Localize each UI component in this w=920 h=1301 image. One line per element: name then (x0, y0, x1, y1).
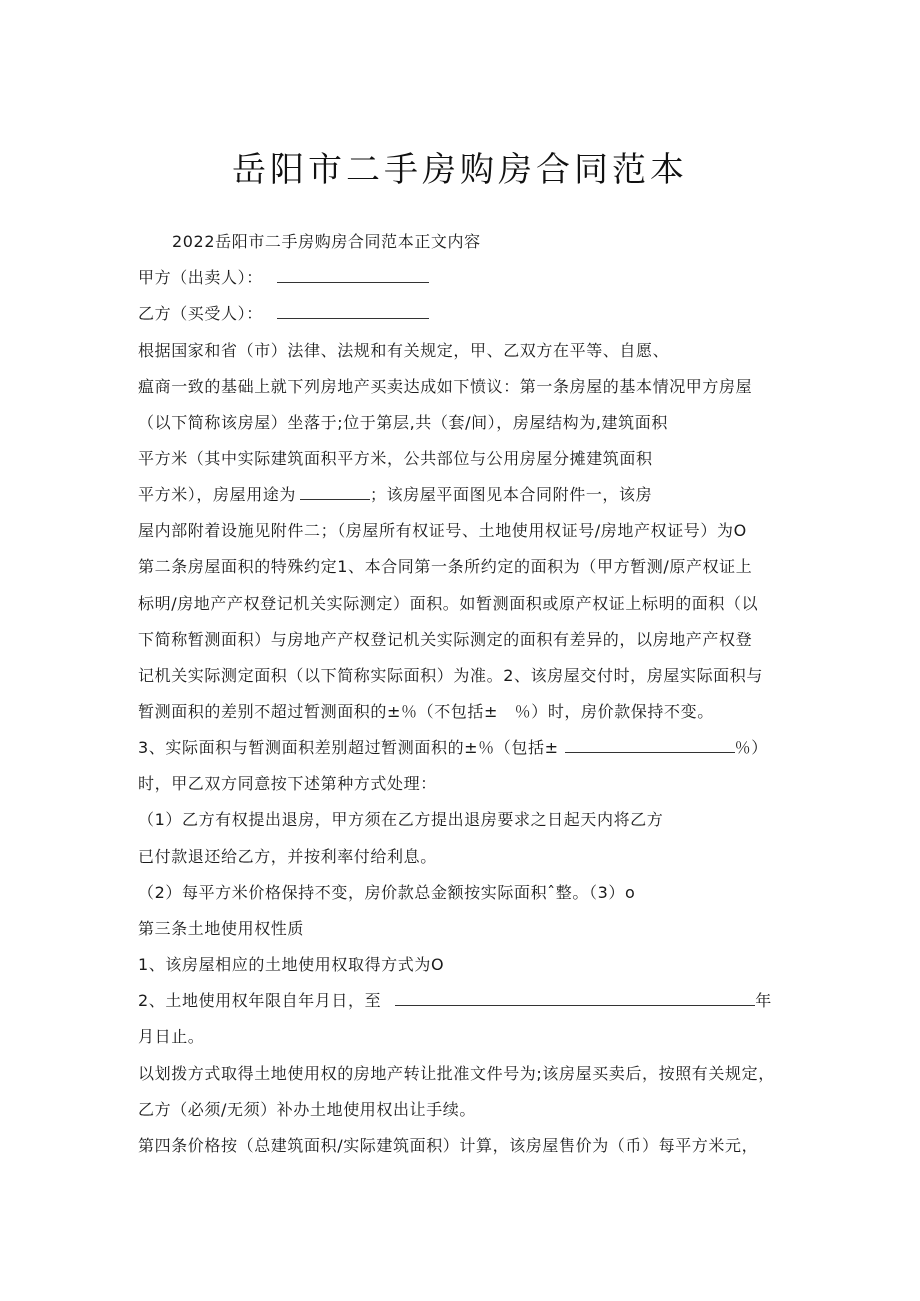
paragraph-line (138, 557, 752, 577)
paragraph-line (138, 630, 752, 650)
line-text: （1）乙方有权提出退房，甲方须在乙方提出退房要求之日起天内将乙方 (138, 810, 664, 829)
fill-in-blank (277, 268, 429, 283)
paragraph-line (138, 1136, 758, 1156)
line-text: ；该房屋平面图见本合同附件一，该房 (370, 485, 653, 504)
line-text: 月日止。 (138, 1027, 205, 1046)
paragraph-line (138, 955, 444, 975)
paragraph-line (138, 1064, 775, 1084)
paragraph-line (138, 738, 768, 758)
line-text: 记机关实际测定面积（以下简称实际面积）为准。2、该房屋交付时，房屋实际面积与 (138, 666, 763, 685)
line-text: 平方米（其中实际建筑面积平方米，公共部位与公用房屋分摊建筑面积 (138, 449, 653, 468)
line-text: 暂测面积的差别不超过暂测面积的±％（不包括± ％）时，房价款保持不变。 (138, 702, 714, 721)
paragraph-line (138, 1027, 204, 1047)
paragraph-line (138, 702, 714, 722)
paragraph-line (138, 594, 758, 614)
paragraph-line (138, 485, 652, 505)
paragraph-line (172, 232, 481, 252)
line-text: 根据国家和省（市）法律、法规和有关规定，甲、乙双方在平等、自愿、 (138, 341, 670, 360)
paragraph-line (138, 991, 772, 1011)
line-text: 乙方（买受人）： (138, 304, 263, 323)
line-text: 屋内部附着设施见附件二；（房屋所有权证号、土地使用权证号/房地产权证号）为O (138, 521, 747, 540)
paragraph-line (138, 304, 429, 324)
fill-in-blank (565, 738, 735, 753)
line-text: 平方米），房屋用途为 (138, 485, 297, 504)
line-text: 标明/房地产产权登记机关实际测定）面积。如暂测面积或原产权证上标明的面积（以 (138, 594, 759, 613)
line-text: （2）每平方米价格保持不变，房价款总金额按实际面积ˆ整。（3）o (138, 883, 636, 902)
document-title: 岳阳市二手房购房合同范本 (232, 150, 688, 190)
paragraph-line (138, 810, 663, 830)
line-text: 第二条房屋面积的特殊约定1、本合同第一条所约定的面积为（甲方暂测/原产权证上 (138, 557, 753, 576)
paragraph-line (138, 666, 763, 686)
line-text: 乙方（必须/无须）补办土地使用权出让手续。 (138, 1100, 476, 1119)
fill-in-blank (277, 304, 429, 319)
line-text: 第三条土地使用权性质 (138, 919, 305, 938)
paragraph-line (138, 847, 437, 867)
line-text: 3、实际面积与暂测面积差别超过暂测面积的±％（包括± (138, 738, 559, 757)
paragraph-line (138, 341, 669, 361)
paragraph-line (138, 883, 635, 903)
line-text: 2022岳阳市二手房购房合同范本正文内容 (172, 232, 481, 251)
paragraph-line (138, 521, 747, 541)
paragraph-line (138, 268, 429, 288)
paragraph-line (138, 377, 752, 397)
fill-in-blank (395, 991, 755, 1006)
line-text: ％） (734, 738, 768, 757)
line-text: 下简称暂测面积）与房地产产权登记机关实际测定的面积有差异的，以房地产产权登 (138, 630, 753, 649)
paragraph-line (138, 774, 437, 794)
paragraph-line (138, 449, 653, 469)
line-text: 以划拨方式取得土地使用权的房地产转让批准文件号为;该房屋买卖后，按照有关规定， (138, 1064, 775, 1083)
line-text: 时，甲乙双方同意按下述第种方式处理： (138, 774, 437, 793)
line-text: 2、土地使用权年限自年月日，至 (138, 991, 382, 1010)
paragraph-line (138, 413, 668, 433)
line-text: 甲方（出卖人）： (138, 268, 263, 287)
line-text: 已付款退还给乙方，并按利率付给利息。 (138, 847, 437, 866)
fill-in-blank (300, 485, 370, 500)
paragraph-line (138, 919, 304, 939)
line-text: 1、该房屋相应的土地使用权取得方式为O (138, 955, 445, 974)
line-text: 年 (755, 991, 772, 1010)
paragraph-line (138, 1100, 476, 1120)
line-text: 第四条价格按（总建筑面积/实际建筑面积）计算，该房屋售价为（币）每平方米元， (138, 1136, 759, 1155)
line-text: （以下简称该房屋）坐落于;位于第层,共（套/间），房屋结构为,建筑面积 (138, 413, 668, 432)
line-text: 瘟商一致的基础上就下列房地产买卖达成如下愤议：第一条房屋的基本情况甲方房屋 (138, 377, 753, 396)
